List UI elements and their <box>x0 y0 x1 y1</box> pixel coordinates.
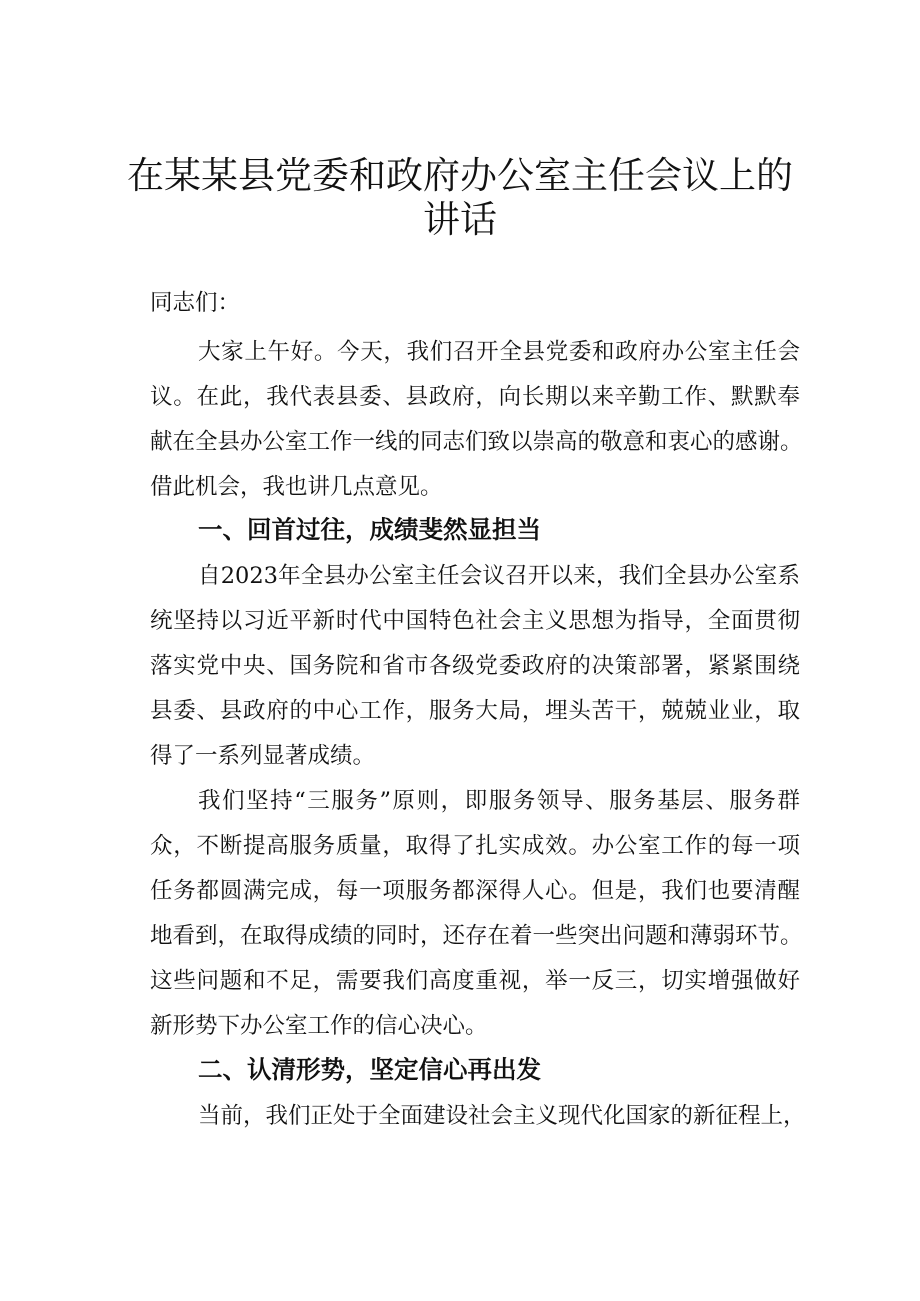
paragraph-2-line-2: 统坚持以习近平新时代中国特色社会主义思想为指导，全面贯彻 <box>150 608 800 634</box>
salutation: 同志们： <box>150 290 241 316</box>
document-title-line-2: 讲话 <box>423 198 497 241</box>
section-heading-1: 一、回首过往，成绩斐然显担当 <box>198 515 541 544</box>
paragraph-3-line-2: 众，不断提高服务质量，取得了扎实成效。办公室工作的每一项 <box>150 833 800 859</box>
paragraph-3-line-5: 这些问题和不足，需要我们高度重视，举一反三，切实增强做好 <box>150 968 800 994</box>
document-title-line-1: 在某某县党委和政府办公室主任会议上的 <box>127 154 793 197</box>
paragraph-1-line-3: 献在全县办公室工作一线的同志们致以崇高的敬意和衷心的感谢。 <box>150 429 803 455</box>
paragraph-4-line-1: 当前，我们正处于全面建设社会主义现代化国家的新征程上， <box>198 1103 806 1129</box>
section-heading-2: 二、认清形势，坚定信心再出发 <box>198 1055 541 1084</box>
paragraph-2-line-3: 落实党中央、国务院和省市各级党委政府的决策部署，紧紧围绕 <box>150 653 800 679</box>
paragraph-1-line-2: 议。在此，我代表县委、县政府，向长期以来辛勤工作、默默奉 <box>150 384 800 410</box>
paragraph-2-line-4: 县委、县政府的中心工作，服务大局，埋头苦干，兢兢业业，取 <box>150 698 800 724</box>
paragraph-3-line-1: 我们坚持“三服务”原则，即服务领导、服务基层、服务群 <box>198 788 800 814</box>
paragraph-2-line-5: 得了一系列显著成绩。 <box>150 743 376 769</box>
paragraph-1-line-1: 大家上午好。今天，我们召开全县党委和政府办公室主任会 <box>198 339 800 365</box>
paragraph-1-line-4: 借此机会，我也讲几点意见。 <box>150 474 443 500</box>
paragraph-3-line-6: 新形势下办公室工作的信心决心。 <box>150 1013 488 1039</box>
paragraph-3-line-4: 地看到，在取得成绩的同时，还存在着一些突出问题和薄弱环节。 <box>150 923 803 949</box>
paragraph-2-line-1: 自2023年全县办公室主任会议召开以来，我们全县办公室系 <box>198 563 800 589</box>
paragraph-3-line-3: 任务都圆满完成，每一项服务都深得人心。但是，我们也要清醒 <box>150 878 800 904</box>
